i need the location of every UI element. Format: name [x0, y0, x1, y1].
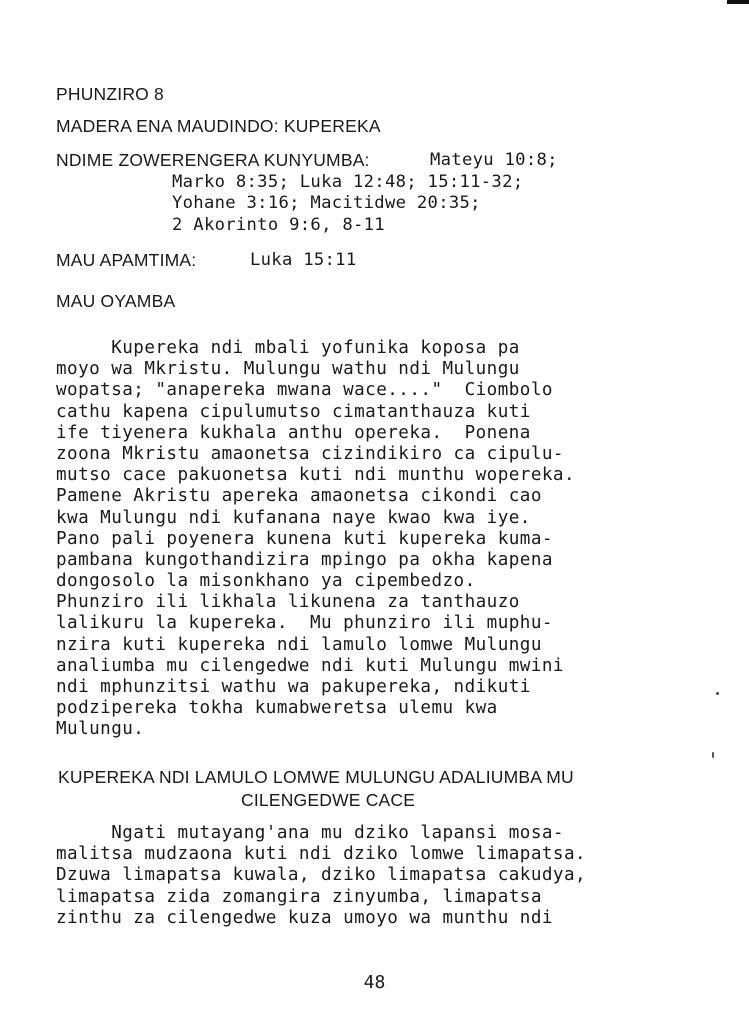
text-line: podzipereka tokha kumabweretsa ulemu kwa — [56, 698, 498, 719]
text-line: Phunziro ili likhala likunena za tanthauzo — [56, 592, 520, 613]
intro-title: MAU OYAMBA — [56, 291, 176, 311]
text-line: Pamene Akristu apereka amaonetsa cikondi cao — [56, 486, 542, 507]
scan-edge-mark — [727, 0, 749, 4]
intro-paragraph — [56, 338, 696, 741]
text-line: malitsa mudzaona kuti ndi dziko lomwe limapatsa. — [56, 844, 587, 865]
text-line: Ngati mutayang'ana mu dziko lapansi mosa- — [56, 823, 564, 843]
page-number: 48 — [363, 972, 386, 993]
text-line: lalikuru la kupereka. Mu phunziro ili muphu- — [56, 613, 553, 634]
text-line: cathu kapena cipulumutso cimatanthauza kuti — [56, 401, 531, 422]
text-line: ife tiyenera kukhala anthu opereka. Ponena — [56, 422, 531, 443]
memory-verse-ref: Luka 15:11 — [250, 250, 357, 270]
scan-speck — [716, 692, 719, 695]
text-line: pambana kungothandizira mpingo pa okha kapena — [56, 549, 553, 570]
section-paragraph — [56, 823, 696, 929]
text-line: Dzuwa limapatsa kuwala, dziko limapatsa cakudya, — [56, 865, 587, 886]
home-reading-ref: Marko 8:35; Luka 12:48; 15:11-32; — [172, 172, 524, 192]
text-line: dongosolo la misonkhano ya cipembedzo. — [56, 571, 476, 592]
memory-verse-label: MAU APAMTIMA: — [56, 250, 197, 270]
text-line: analiumba mu cilengedwe ndi kuti Mulungu mwini — [56, 655, 564, 676]
text-line: Kupereka ndi mbali yofunika koposa pa — [56, 338, 520, 358]
text-line: ndi mphunzitsi wathu wa pakupereka, ndikuti — [56, 677, 531, 697]
text-line: nzira kuti kupereka ndi lamulo lomwe Mulungu — [56, 634, 542, 655]
text-line: wopatsa; "anapereka mwana wace...." Ciombolo — [56, 380, 553, 401]
section-title-continued: CILENGEDWE CACE — [241, 790, 416, 810]
text-line: moyo wa Mkristu. Mulungu wathu ndi Mulungu — [56, 359, 520, 380]
text-line: mutso cace pakuonetsa kuti ndi munthu wopereka. — [56, 465, 575, 486]
lesson-number: PHUNZIRO 8 — [56, 84, 164, 104]
home-reading-label: NDIME ZOWERENGERA KUNYUMBA: — [56, 150, 370, 170]
home-reading-ref: 2 Akorinto 9:6, 8-11 — [172, 215, 385, 235]
text-line: Mulungu. — [56, 719, 145, 740]
home-reading-ref: Mateyu 10:8; — [430, 150, 558, 170]
lesson-topic: MADERA ENA MAUDINDO: KUPEREKA — [56, 116, 381, 136]
scan-speck — [712, 752, 714, 758]
text-line: Pano pali poyenera kunena kuti kupereka kuma- — [56, 528, 553, 549]
text-line: zinthu za cilengedwe kuza umoyo wa munthu ndi — [56, 907, 553, 928]
section-title: KUPEREKA NDI LAMULO LOMWE MULUNGU ADALIUMBA MU — [58, 767, 574, 787]
text-line: zoona Mkristu amaonetsa cizindikiro ca cipulu- — [56, 443, 564, 464]
text-line: limapatsa zida zomangira zinyumba, limapatsa — [56, 886, 542, 907]
text-line: kwa Mulungu ndi kufanana naye kwao kwa iye. — [56, 507, 531, 528]
home-reading-ref: Yohane 3:16; Macitidwe 20:35; — [172, 193, 481, 213]
